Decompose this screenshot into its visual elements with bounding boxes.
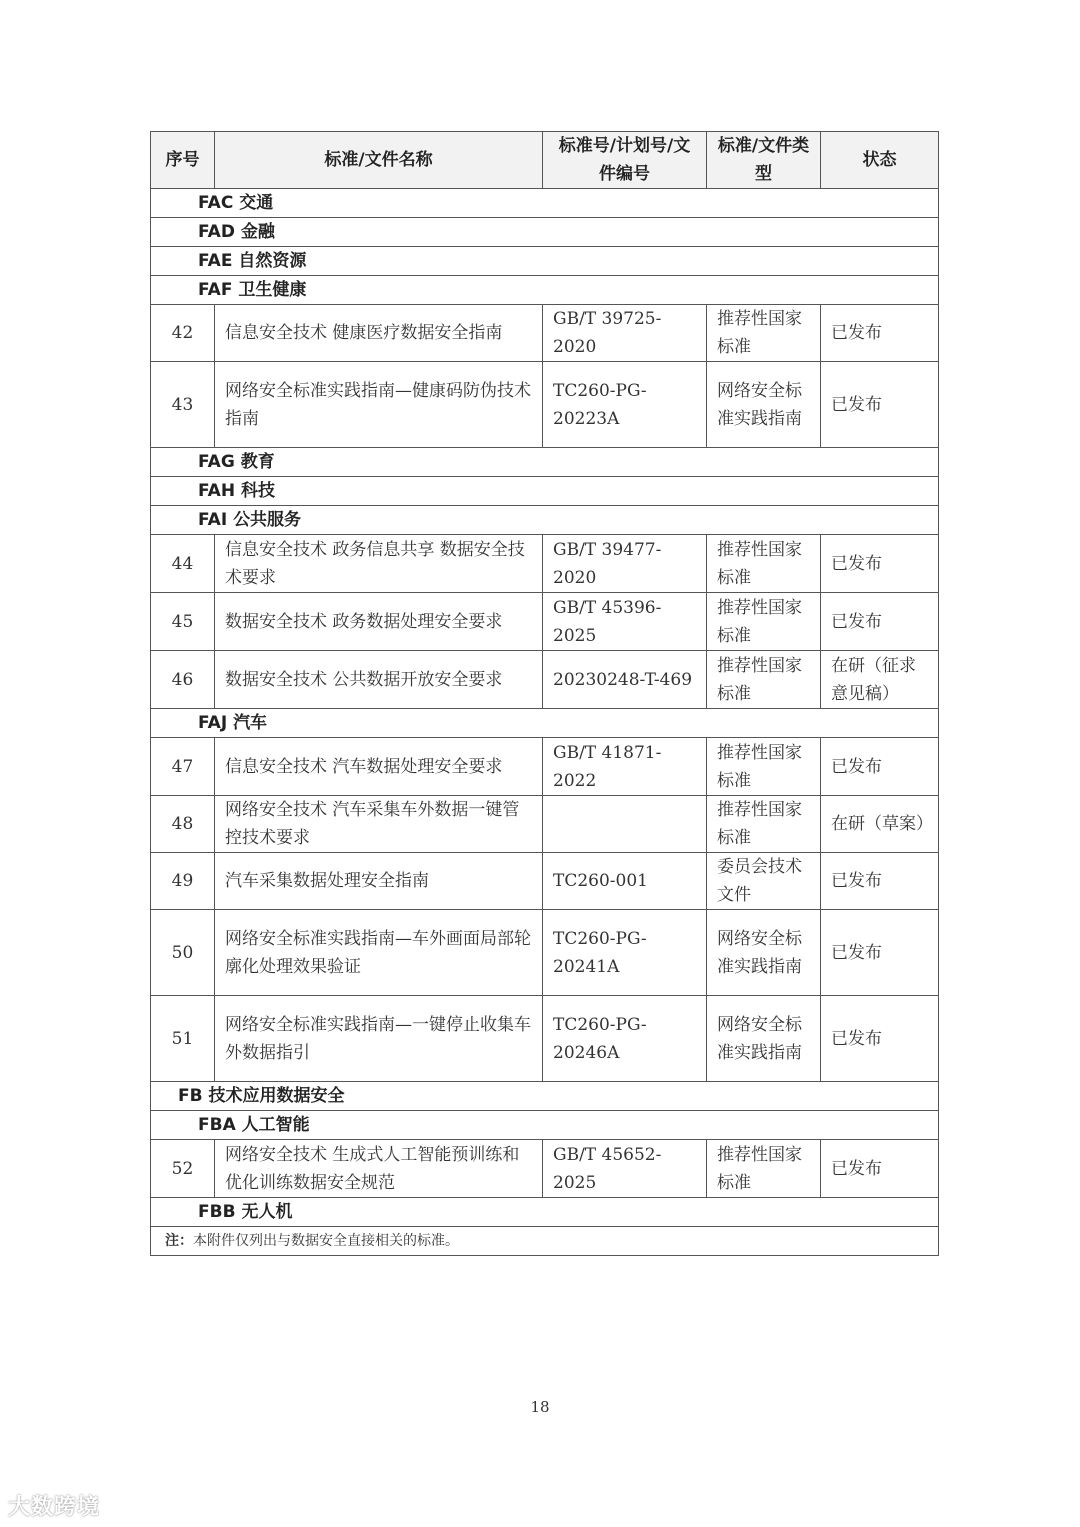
- cell-name: 汽车采集数据处理安全指南: [215, 853, 543, 910]
- section-heading: FBB 无人机: [151, 1198, 939, 1227]
- section-row: [151, 506, 939, 535]
- header-type: 标准/文件类型: [707, 132, 821, 189]
- cell-type: 推荐性国家标准: [707, 535, 821, 593]
- cell-type: 推荐性国家标准: [707, 738, 821, 796]
- cell-code: GB/T 45396-2025: [543, 593, 707, 651]
- section-heading: FBA 人工智能: [151, 1111, 939, 1140]
- cell-code: TC260-PG-20246A: [543, 996, 707, 1082]
- note-row: [151, 1227, 939, 1256]
- section-row: [151, 1111, 939, 1140]
- cell-code: GB/T 39477-2020: [543, 535, 707, 593]
- section-row: [151, 477, 939, 506]
- standards-table: [150, 131, 939, 1256]
- cell-no: 44: [151, 535, 215, 593]
- cell-type: 网络安全标准实践指南: [707, 362, 821, 448]
- cell-name: 网络安全标准实践指南—一键停止收集车外数据指引: [215, 996, 543, 1082]
- cell-name: 网络安全技术 汽车采集车外数据一键管控技术要求: [215, 796, 543, 853]
- section-heading: FAF 卫生健康: [151, 276, 939, 305]
- cell-type: 网络安全标准实践指南: [707, 910, 821, 996]
- cell-status: 已发布: [821, 305, 939, 362]
- note-label: 注：: [165, 1233, 193, 1249]
- header-status: 状态: [821, 132, 939, 189]
- cell-no: 46: [151, 651, 215, 709]
- cell-type: 推荐性国家标准: [707, 796, 821, 853]
- watermark-logo: 大数跨境: [8, 1495, 101, 1520]
- cell-code: TC260-PG-20241A: [543, 910, 707, 996]
- header-name: 标准/文件名称: [215, 132, 543, 189]
- table-row: [151, 535, 939, 593]
- cell-status: 在研（草案）: [821, 796, 939, 853]
- cell-code: GB/T 39725-2020: [543, 305, 707, 362]
- header-code: 标准号/计划号/文件编号: [543, 132, 707, 189]
- cell-type: 推荐性国家标准: [707, 651, 821, 709]
- cell-no: 45: [151, 593, 215, 651]
- section-heading: FAG 教育: [151, 448, 939, 477]
- cell-status: 在研（征求意见稿）: [821, 651, 939, 709]
- section-row: [151, 448, 939, 477]
- section-heading: FAD 金融: [151, 218, 939, 247]
- cell-code: GB/T 41871-2022: [543, 738, 707, 796]
- cell-name: 数据安全技术 政务数据处理安全要求: [215, 593, 543, 651]
- table-header-row: [151, 132, 939, 189]
- cell-type: 推荐性国家标准: [707, 1140, 821, 1198]
- cell-status: 已发布: [821, 362, 939, 448]
- section-row: [151, 709, 939, 738]
- section-row: [151, 189, 939, 218]
- cell-status: 已发布: [821, 535, 939, 593]
- cell-type: 推荐性国家标准: [707, 593, 821, 651]
- cell-name: 网络安全标准实践指南—健康码防伪技术指南: [215, 362, 543, 448]
- cell-name: 数据安全技术 公共数据开放安全要求: [215, 651, 543, 709]
- section-heading: FAH 科技: [151, 477, 939, 506]
- table-row: [151, 796, 939, 853]
- page-number: 18: [530, 1398, 550, 1416]
- table-row: [151, 853, 939, 910]
- cell-no: 48: [151, 796, 215, 853]
- section-row: [151, 218, 939, 247]
- cell-name: 信息安全技术 健康医疗数据安全指南: [215, 305, 543, 362]
- note-text: 本附件仅列出与数据安全直接相关的标准。: [193, 1233, 459, 1249]
- cell-status: 已发布: [821, 1140, 939, 1198]
- section-row: [151, 1082, 939, 1111]
- cell-no: 51: [151, 996, 215, 1082]
- cell-code: 20230248-T-469: [543, 651, 707, 709]
- cell-no: 49: [151, 853, 215, 910]
- table-row: [151, 305, 939, 362]
- section-row: [151, 1198, 939, 1227]
- table-row: [151, 910, 939, 996]
- table-row: [151, 593, 939, 651]
- cell-no: 52: [151, 1140, 215, 1198]
- section-row: [151, 276, 939, 305]
- cell-code: TC260-PG-20223A: [543, 362, 707, 448]
- table-row: [151, 996, 939, 1082]
- section-heading: FAI 公共服务: [151, 506, 939, 535]
- section-row: [151, 247, 939, 276]
- cell-status: 已发布: [821, 853, 939, 910]
- cell-no: 43: [151, 362, 215, 448]
- table-row: [151, 738, 939, 796]
- cell-status: 已发布: [821, 996, 939, 1082]
- cell-type: 委员会技术文件: [707, 853, 821, 910]
- table-body: [151, 189, 939, 1227]
- cell-status: 已发布: [821, 738, 939, 796]
- cell-status: 已发布: [821, 593, 939, 651]
- note-cell: [151, 1227, 939, 1256]
- section-heading: FAE 自然资源: [151, 247, 939, 276]
- cell-status: 已发布: [821, 910, 939, 996]
- cell-code: [543, 796, 707, 853]
- cell-name: 信息安全技术 汽车数据处理安全要求: [215, 738, 543, 796]
- cell-no: 50: [151, 910, 215, 996]
- table-row: [151, 1140, 939, 1198]
- cell-name: 网络安全技术 生成式人工智能预训练和优化训练数据安全规范: [215, 1140, 543, 1198]
- table-row: [151, 362, 939, 448]
- table-row: [151, 651, 939, 709]
- cell-code: TC260-001: [543, 853, 707, 910]
- header-no: 序号: [151, 132, 215, 189]
- section-heading: FAC 交通: [151, 189, 939, 218]
- cell-name: 信息安全技术 政务信息共享 数据安全技术要求: [215, 535, 543, 593]
- section-heading: FAJ 汽车: [151, 709, 939, 738]
- cell-type: 网络安全标准实践指南: [707, 996, 821, 1082]
- cell-code: GB/T 45652-2025: [543, 1140, 707, 1198]
- section-heading: FB 技术应用数据安全: [151, 1082, 939, 1111]
- cell-no: 42: [151, 305, 215, 362]
- cell-type: 推荐性国家标准: [707, 305, 821, 362]
- cell-name: 网络安全标准实践指南—车外画面局部轮廓化处理效果验证: [215, 910, 543, 996]
- cell-no: 47: [151, 738, 215, 796]
